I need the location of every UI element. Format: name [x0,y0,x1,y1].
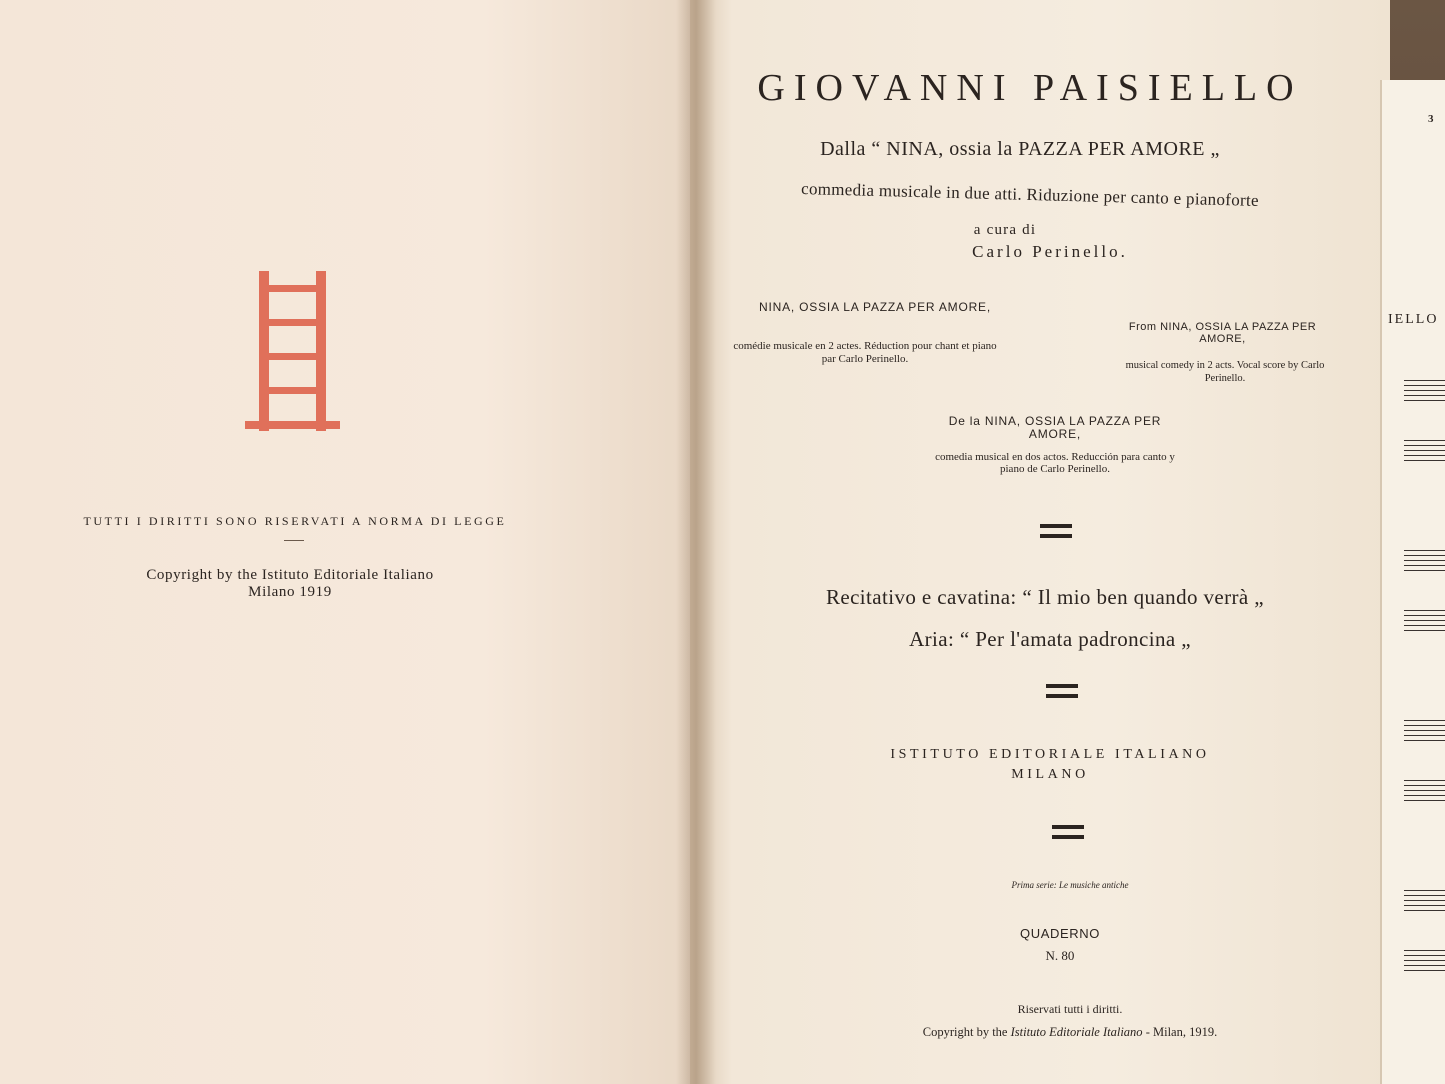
spanish-title: De la NINA, OSSIA LA PAZZA PER AMORE, [948,414,1162,441]
rights-reserved: Riservati tutti i diritti. [1017,1002,1123,1016]
copyright-prefix: Copyright by the [922,1025,1008,1039]
rights-notice: TUTTI I DIRITTI SONO RISERVATI A NORMA DI LEGGE [83,514,507,528]
double-rule-divider [1040,524,1072,538]
next-page [1380,80,1445,1084]
copyright-publisher: Istituto Editoriale Italiano [1010,1025,1143,1039]
double-rule-divider [1052,825,1084,839]
ladder-logo-icon [245,271,340,431]
french-title: NINA, OSSIA LA PAZZA PER AMORE, [759,300,991,314]
recitativo-line: Recitativo e cavatina: “ Il mio ben quando verrà „ [825,585,1265,609]
left-copyright-line2: Milano 1919 [248,584,332,600]
composer-name: GIOVANNI PAISIELLO [757,67,1303,109]
english-description: musical comedy in 2 acts. Vocal score by Carlo Perinello. [1125,360,1325,384]
curated-by-label: a cura di [973,222,1037,238]
right-copyright [860,1025,1280,1040]
music-staff [1404,440,1445,462]
music-staff [1404,550,1445,572]
music-staff [1404,890,1445,912]
work-title: Dalla “ NINA, ossia la PAZZA PER AMORE „ [820,138,1220,160]
right-page [690,0,1390,1084]
left-page [0,0,690,1084]
work-description: commedia musicale in due atti. Riduzione per canto e pianoforte [800,179,1260,210]
aria-line: Aria: “ Per l'amata padroncina „ [909,627,1191,651]
series-label: Prima serie: Le musiche antiche [1011,880,1129,890]
left-copyright [80,567,500,601]
music-staff [1404,610,1445,632]
music-staff [1404,720,1445,742]
publisher-city: MILANO [1011,767,1089,782]
publisher-name: ISTITUTO EDITORIALE ITALIANO [890,747,1210,762]
spanish-description: comedia musical en dos actos. Reducción para canto y piano de Carlo Perinello. [935,451,1175,475]
quaderno-label: QUADERNO [1020,926,1100,941]
curator-name: Carlo Perinello. [972,242,1128,261]
music-staff [1404,780,1445,802]
next-page-title-fragment: IELLO [1388,312,1439,327]
music-staff [1404,950,1445,972]
copyright-suffix: - Milan, 1919. [1145,1025,1218,1039]
left-copyright-line1: Copyright by the Istituto Editoriale Italiano [146,567,434,583]
divider [284,540,304,541]
book-gutter [676,0,716,1084]
double-rule-divider [1046,684,1078,698]
french-description: comédie musicale en 2 actes. Réduction pour chant et piano par Carlo Perinello. [733,340,997,365]
next-page-number: 3 [1428,113,1434,125]
music-staff [1404,380,1445,402]
quaderno-number: N. 80 [1045,948,1075,963]
english-title: From NINA, OSSIA LA PAZZA PER AMORE, [1128,321,1317,345]
